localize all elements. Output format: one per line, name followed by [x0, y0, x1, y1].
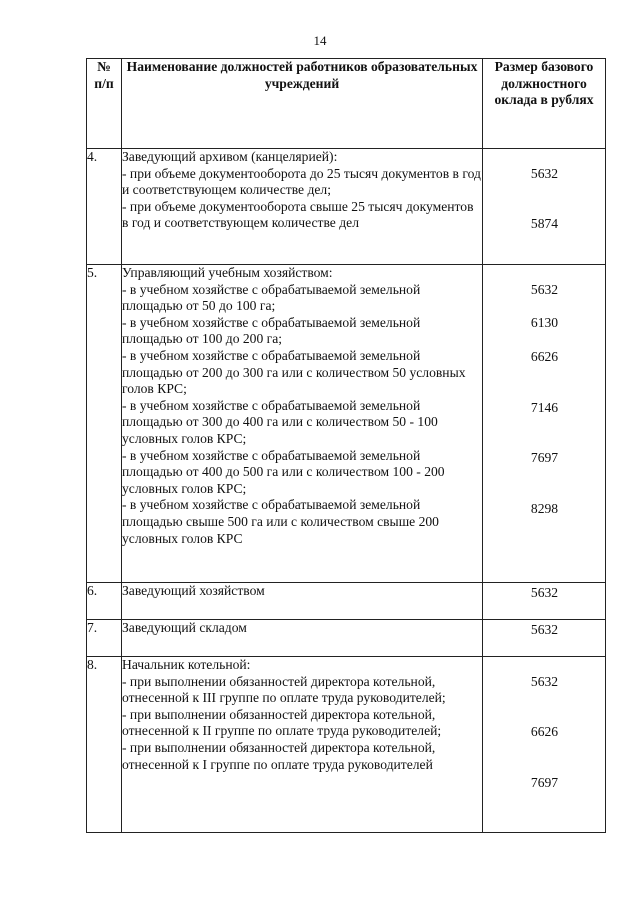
position-title: Заведующий складом — [122, 620, 247, 635]
position-name-cell — [122, 583, 483, 620]
salary-value: 6626 — [530, 349, 559, 364]
position-subitem: - при выполнении обязанностей директора котельной, отнесенной к I группе по оплате труда руководителей — [122, 739, 436, 772]
salary-value: 5874 — [530, 216, 559, 231]
position-title: Заведующий хозяйством — [122, 583, 265, 598]
salary-cell — [483, 657, 606, 833]
salary-value: 5632 — [530, 674, 559, 689]
position-title: Управляющий учебным хозяйством: — [122, 265, 333, 280]
table-header-row — [87, 59, 606, 149]
header-salary-text: Размер базового должностного оклада в рублях — [494, 59, 594, 108]
salary-value: 6130 — [530, 315, 559, 330]
salary-cell — [483, 583, 606, 620]
salary-cell — [483, 620, 606, 657]
header-num-text: № п/п — [94, 59, 114, 91]
salary-value: 5632 — [530, 622, 559, 637]
salary-value: 5632 — [530, 282, 559, 297]
table-row — [87, 265, 606, 583]
table-body — [87, 149, 606, 833]
table-row — [87, 149, 606, 265]
position-subitem: - при выполнении обязанностей директора котельной, отнесенной к III группе по оплате труда руководителей; — [122, 673, 446, 706]
header-name-text: Наименование должностей работников образовательных учреждений — [126, 59, 478, 91]
position-name-cell — [122, 657, 483, 833]
table-row — [87, 620, 606, 657]
position-name-cell — [122, 265, 483, 583]
position-title: Заведующий архивом (канцелярией): — [122, 149, 338, 164]
row-number: 7. — [87, 620, 122, 657]
position-name-cell — [122, 620, 483, 657]
position-subitem: - в учебном хозяйстве с обрабатываемой земельной площадью свыше 500 га или с количеством свыше 200 условных голов КРС — [122, 497, 439, 546]
header-salary — [483, 59, 606, 149]
salary-value: 8298 — [530, 501, 559, 516]
salary-table — [86, 58, 606, 833]
position-subitem: - в учебном хозяйстве с обрабатываемой земельной площадью от 300 до 400 га или с количеством 50 - 100 условных голов КРС; — [122, 397, 438, 446]
salary-value: 5632 — [530, 166, 559, 181]
table-row — [87, 583, 606, 620]
page-number: 14 — [313, 33, 327, 48]
position-name-cell — [122, 149, 483, 265]
salary-cell — [483, 149, 606, 265]
salary-value: 5632 — [530, 585, 559, 600]
position-title: Начальник котельной: — [122, 657, 251, 672]
position-subitem: - в учебном хозяйстве с обрабатываемой земельной площадью от 50 до 100 га; — [122, 281, 421, 314]
salary-value: 7697 — [530, 775, 559, 790]
position-subitem: - в учебном хозяйстве с обрабатываемой земельной площадью от 400 до 500 га или с количеством 100 - 200 условных голов КРС; — [122, 447, 445, 496]
row-number: 5. — [87, 265, 122, 583]
header-name — [122, 59, 483, 149]
salary-cell — [483, 265, 606, 583]
position-subitem: - при объеме документооборота до 25 тысяч документов в год и соответствующем количестве дел; — [122, 165, 481, 198]
row-number: 4. — [87, 149, 122, 265]
position-subitem: - при выполнении обязанностей директора котельной, отнесенной к II группе по оплате труда руководителей; — [122, 706, 442, 739]
position-subitem: - в учебном хозяйстве с обрабатываемой земельной площадью от 200 до 300 га или с количеством 50 условных голов КРС; — [122, 347, 466, 397]
salary-value: 6626 — [530, 724, 559, 739]
row-number: 8. — [87, 657, 122, 833]
position-subitem: - в учебном хозяйстве с обрабатываемой земельной площадью от 100 до 200 га; — [122, 314, 421, 347]
row-number: 6. — [87, 583, 122, 620]
salary-value: 7146 — [530, 400, 559, 415]
header-num — [87, 59, 122, 149]
table-row — [87, 657, 606, 833]
position-subitem: - при объеме документооборота свыше 25 тысяч документов в год и соответствующем количестве дел — [122, 198, 474, 231]
salary-value: 7697 — [530, 450, 559, 465]
